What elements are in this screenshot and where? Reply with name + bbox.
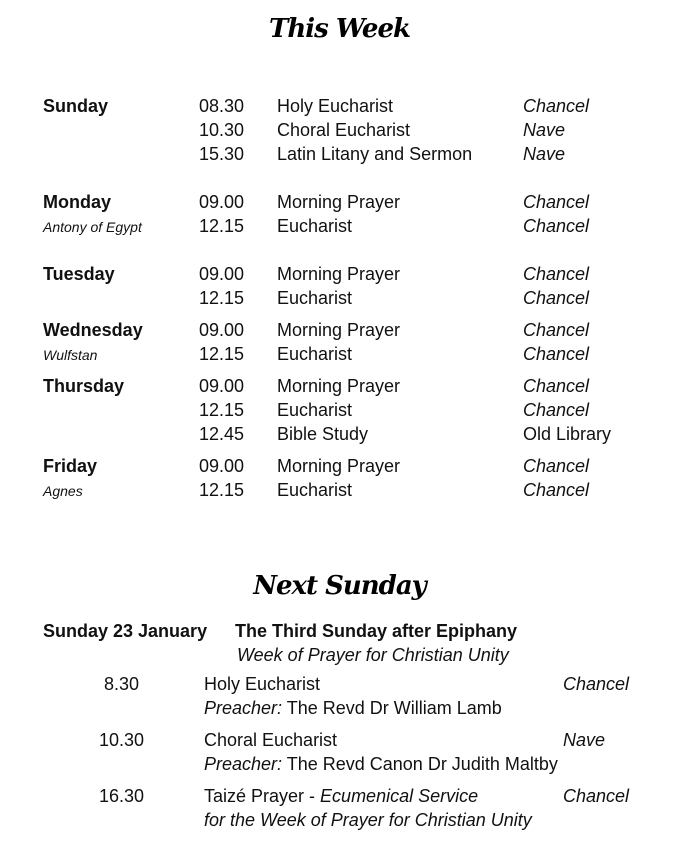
service-time: 10.30: [199, 120, 245, 140]
service-name: Morning Prayer: [277, 192, 401, 212]
saint-day-label: Agnes: [43, 483, 83, 499]
service-name: Morning Prayer: [277, 264, 401, 284]
saint-day-label: Antony of Egypt: [43, 219, 142, 235]
service-name: Eucharist: [277, 480, 353, 500]
service-name: Eucharist: [277, 344, 353, 364]
service-location: Nave: [523, 144, 566, 164]
day-thursday: Thursday: [43, 376, 125, 396]
service-time: 09.00: [199, 192, 245, 212]
next-sunday-subtitle: Week of Prayer for Christian Unity: [237, 645, 509, 665]
service-location: Nave: [523, 120, 566, 140]
service-time: 09.00: [199, 320, 245, 340]
day-monday: Monday: [43, 192, 112, 212]
next-sunday-date: Sunday 23 January: [43, 621, 208, 641]
service-name: Latin Litany and Sermon: [277, 144, 473, 164]
service-time: 12.15: [199, 480, 245, 500]
service-time: 09.00: [199, 264, 245, 284]
service-location: Chancel: [563, 674, 630, 694]
service-location: Old Library: [523, 424, 612, 444]
service-time: 16.30: [99, 786, 145, 806]
service-name: Morning Prayer: [277, 320, 401, 340]
service-location: Chancel: [523, 192, 590, 212]
preacher-line: [204, 754, 558, 775]
service-time: 09.00: [199, 456, 245, 476]
preacher-name: The Revd Dr William Lamb: [286, 698, 502, 718]
day-sunday: Sunday: [43, 96, 109, 116]
service-location: Chancel: [523, 264, 590, 284]
service-time: 12.15: [199, 400, 245, 420]
service-time: 8.30: [104, 674, 140, 694]
saint-day-label: Wulfstan: [43, 347, 98, 363]
day-wednesday: Wednesday: [43, 320, 143, 340]
service-location: Chancel: [523, 456, 590, 476]
preacher-line: [204, 698, 502, 719]
service-location: Chancel: [523, 344, 590, 364]
service-location: Chancel: [523, 288, 590, 308]
day-tuesday: Tuesday: [43, 264, 115, 284]
service-time: 12.15: [199, 344, 245, 364]
preacher-label: Preacher:: [204, 698, 283, 718]
next-sunday-feast: The Third Sunday after Epiphany: [235, 621, 518, 641]
service-subtitle: Ecumenical Service: [320, 786, 479, 806]
service-name: Bible Study: [277, 424, 369, 444]
service-location: Nave: [563, 730, 606, 750]
service-location: Chancel: [523, 216, 590, 236]
service-time: 15.30: [199, 144, 245, 164]
service-name: Morning Prayer: [277, 376, 401, 396]
service-time: 12.15: [199, 216, 245, 236]
service-location: Chancel: [523, 480, 590, 500]
service-time: 09.00: [199, 376, 245, 396]
service-time: 10.30: [99, 730, 145, 750]
service-name: Eucharist: [277, 288, 353, 308]
service-name: Holy Eucharist: [204, 674, 321, 694]
service-name: Holy Eucharist: [277, 96, 394, 116]
service-description: for the Week of Prayer for Christian Unity: [204, 810, 532, 830]
service-time: 12.15: [199, 288, 245, 308]
service-name: Morning Prayer: [277, 456, 401, 476]
service-name: Eucharist: [277, 216, 353, 236]
service-time: 12.45: [199, 424, 245, 444]
day-friday: Friday: [43, 456, 98, 476]
service-location: Chancel: [563, 786, 630, 806]
service-name: Choral Eucharist: [204, 730, 338, 750]
service-location: Chancel: [523, 96, 590, 116]
service-location: Chancel: [523, 400, 590, 420]
service-name-line: [204, 786, 478, 807]
service-location: Chancel: [523, 376, 590, 396]
preacher-label: Preacher:: [204, 754, 283, 774]
next-sunday-heading: Next Sunday: [253, 571, 426, 601]
service-time: 08.30: [199, 96, 245, 116]
service-name: Taizé Prayer -: [204, 786, 321, 806]
preacher-name: The Revd Canon Dr Judith Maltby: [286, 754, 558, 774]
service-name: Eucharist: [277, 400, 353, 420]
service-name: Choral Eucharist: [277, 120, 411, 140]
service-location: Chancel: [523, 320, 590, 340]
this-week-heading: This Week: [269, 14, 410, 44]
